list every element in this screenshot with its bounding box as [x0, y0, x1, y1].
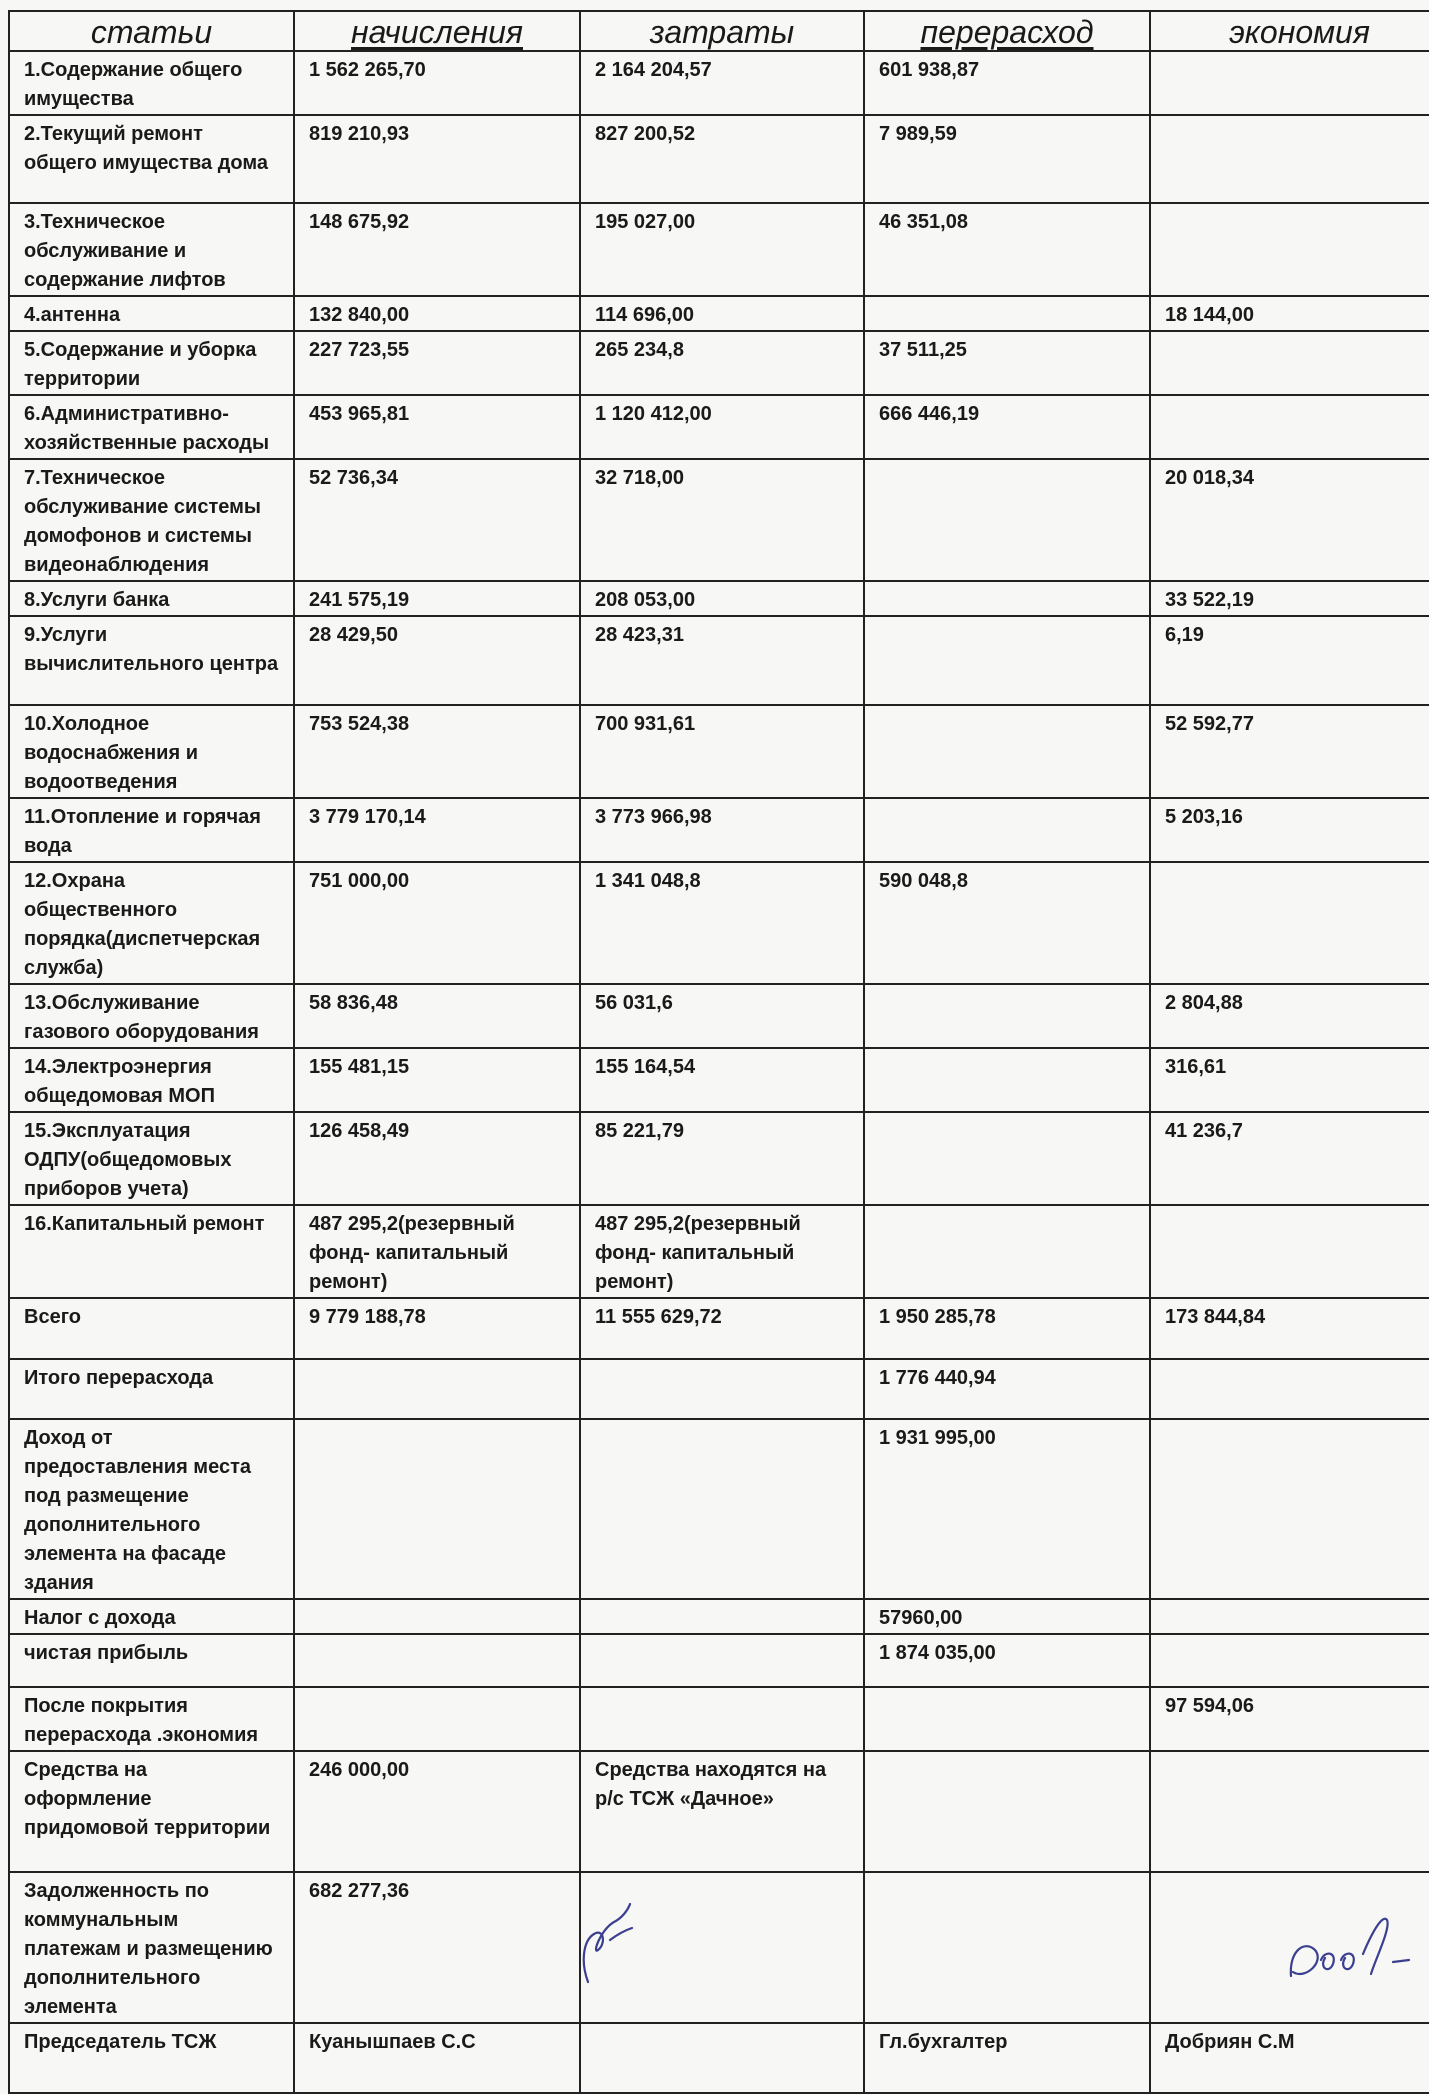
row-overspend — [864, 616, 1150, 705]
table-row — [9, 395, 1429, 459]
table-row — [9, 798, 1429, 862]
accountant-title: Гл.бухгалтер — [864, 2023, 1150, 2093]
row-costs — [580, 1419, 864, 1599]
row-accrued — [294, 1599, 580, 1634]
row-item: чистая прибыль — [9, 1634, 294, 1687]
row-accrued: 155 481,15 — [294, 1048, 580, 1112]
signature-row — [9, 2023, 1429, 2093]
row-savings: 2 804,88 — [1150, 984, 1429, 1048]
row-costs: 11 555 629,72 — [580, 1298, 864, 1359]
row-costs: 195 027,00 — [580, 203, 864, 296]
row-costs: 1 341 048,8 — [580, 862, 864, 984]
row-costs — [580, 1634, 864, 1687]
row-costs: 114 696,00 — [580, 296, 864, 331]
table-row — [9, 1419, 1429, 1599]
row-item: 12.Охрана общественного порядка(диспетчерская служба) — [9, 862, 294, 984]
row-overspend — [864, 798, 1150, 862]
table-row — [9, 51, 1429, 115]
row-costs: 155 164,54 — [580, 1048, 864, 1112]
row-item: 11.Отопление и горячая вода — [9, 798, 294, 862]
row-overspend — [864, 1687, 1150, 1751]
row-costs — [580, 1359, 864, 1419]
accountant-name: Добриян С.М — [1150, 2023, 1429, 2093]
row-costs: 56 031,6 — [580, 984, 864, 1048]
table-row — [9, 115, 1429, 203]
row-costs: 3 773 966,98 — [580, 798, 864, 862]
row-costs: 487 295,2(резервный фонд- капитальный ремонт) — [580, 1205, 864, 1298]
row-savings: 18 144,00 — [1150, 296, 1429, 331]
row-savings — [1150, 1419, 1429, 1599]
row-item: Налог с дохода — [9, 1599, 294, 1634]
row-costs: 1 120 412,00 — [580, 395, 864, 459]
row-item: Итого перерасхода — [9, 1359, 294, 1419]
row-item: После покрытия перерасхода .экономия — [9, 1687, 294, 1751]
row-savings: 97 594,06 — [1150, 1687, 1429, 1751]
table-row — [9, 296, 1429, 331]
row-item: 15.Эксплуатация ОДПУ(общедомовых приборов учета) — [9, 1112, 294, 1205]
row-overspend — [864, 1205, 1150, 1298]
budget-report-table — [8, 10, 1429, 2094]
row-savings: 316,61 — [1150, 1048, 1429, 1112]
table-row — [9, 862, 1429, 984]
row-accrued: 753 524,38 — [294, 705, 580, 798]
table-row — [9, 1048, 1429, 1112]
row-savings: 6,19 — [1150, 616, 1429, 705]
row-costs: 85 221,79 — [580, 1112, 864, 1205]
table-row — [9, 459, 1429, 581]
row-item: 16.Капитальный ремонт — [9, 1205, 294, 1298]
row-accrued: 9 779 188,78 — [294, 1298, 580, 1359]
row-accrued: 148 675,92 — [294, 203, 580, 296]
row-accrued: 58 836,48 — [294, 984, 580, 1048]
row-savings — [1150, 862, 1429, 984]
row-savings — [1150, 395, 1429, 459]
table-row — [9, 1751, 1429, 1872]
row-accrued: 132 840,00 — [294, 296, 580, 331]
row-item: 3.Техническое обслуживание и содержание лифтов — [9, 203, 294, 296]
row-accrued: 3 779 170,14 — [294, 798, 580, 862]
row-savings — [1150, 1634, 1429, 1687]
row-accrued: 751 000,00 — [294, 862, 580, 984]
row-savings: 173 844,84 — [1150, 1298, 1429, 1359]
row-savings — [1150, 1751, 1429, 1872]
row-savings — [1150, 1359, 1429, 1419]
table-row — [9, 984, 1429, 1048]
row-overspend: 601 938,87 — [864, 51, 1150, 115]
row-accrued: 28 429,50 — [294, 616, 580, 705]
row-accrued — [294, 1634, 580, 1687]
row-costs — [580, 1687, 864, 1751]
header-savings: экономия — [1150, 11, 1429, 51]
row-accrued — [294, 1359, 580, 1419]
table-row — [9, 1359, 1429, 1419]
row-item: Доход от предоставления места под размещение дополнительного элемента на фасаде здания — [9, 1419, 294, 1599]
row-item: 2.Текущий ремонт общего имущества дома — [9, 115, 294, 203]
row-overspend: 590 048,8 — [864, 862, 1150, 984]
row-overspend — [864, 984, 1150, 1048]
row-savings — [1150, 1205, 1429, 1298]
row-costs: 2 164 204,57 — [580, 51, 864, 115]
row-costs: 265 234,8 — [580, 331, 864, 395]
row-savings: 33 522,19 — [1150, 581, 1429, 616]
row-overspend: 666 446,19 — [864, 395, 1150, 459]
table-row — [9, 1599, 1429, 1634]
row-accrued: 1 562 265,70 — [294, 51, 580, 115]
row-accrued: 52 736,34 — [294, 459, 580, 581]
row-accrued: 126 458,49 — [294, 1112, 580, 1205]
row-costs: 827 200,52 — [580, 115, 864, 203]
accountant-signature — [1285, 1910, 1429, 1986]
table-row — [9, 1205, 1429, 1298]
row-overspend: 1 950 285,78 — [864, 1298, 1150, 1359]
header-costs: затраты — [580, 11, 864, 51]
row-accrued — [294, 1419, 580, 1599]
row-overspend — [864, 1751, 1150, 1872]
row-savings — [1150, 203, 1429, 296]
row-item: 6.Административно-хозяйственные расходы — [9, 395, 294, 459]
row-savings: 5 203,16 — [1150, 798, 1429, 862]
table-row — [9, 203, 1429, 296]
row-item: Всего — [9, 1298, 294, 1359]
table-row — [9, 1634, 1429, 1687]
row-overspend: 46 351,08 — [864, 203, 1150, 296]
row-overspend — [864, 1048, 1150, 1112]
header-row — [9, 11, 1429, 51]
row-overspend — [864, 1872, 1150, 2023]
table-row — [9, 1112, 1429, 1205]
row-savings — [1150, 115, 1429, 203]
table-row — [9, 1872, 1429, 2023]
row-item: Задолженность по коммунальным платежам и размещению дополнительного элемента — [9, 1872, 294, 2023]
row-accrued: 453 965,81 — [294, 395, 580, 459]
row-overspend: 37 511,25 — [864, 331, 1150, 395]
row-costs: 32 718,00 — [580, 459, 864, 581]
row-savings — [1150, 51, 1429, 115]
row-accrued: 487 295,2(резервный фонд- капитальный ремонт) — [294, 1205, 580, 1298]
table-row — [9, 705, 1429, 798]
row-item: 8.Услуги банка — [9, 581, 294, 616]
row-overspend — [864, 705, 1150, 798]
row-accrued: 246 000,00 — [294, 1751, 580, 1872]
row-overspend — [864, 581, 1150, 616]
header-overspend: перерасход — [864, 11, 1150, 51]
row-overspend — [864, 1112, 1150, 1205]
row-accrued: 819 210,93 — [294, 115, 580, 203]
row-savings — [1150, 331, 1429, 395]
row-accrued: 241 575,19 — [294, 581, 580, 616]
row-accrued — [294, 1687, 580, 1751]
table-row — [9, 581, 1429, 616]
row-item: 1.Содержание общего имущества — [9, 51, 294, 115]
row-item: 7.Техническое обслуживание системы домофонов и системы видеонаблюдения — [9, 459, 294, 581]
row-overspend: 1 874 035,00 — [864, 1634, 1150, 1687]
row-costs — [580, 1599, 864, 1634]
row-costs: 208 053,00 — [580, 581, 864, 616]
row-costs: 28 423,31 — [580, 616, 864, 705]
row-overspend — [864, 296, 1150, 331]
row-savings — [1150, 1599, 1429, 1634]
table-row-total — [9, 1298, 1429, 1359]
row-item: 5.Содержание и уборка территории — [9, 331, 294, 395]
row-savings: 20 018,34 — [1150, 459, 1429, 581]
chairman-signature-cell — [580, 2023, 864, 2093]
row-overspend: 1 776 440,94 — [864, 1359, 1150, 1419]
table-row — [9, 616, 1429, 705]
row-savings: 41 236,7 — [1150, 1112, 1429, 1205]
row-accrued: 227 723,55 — [294, 331, 580, 395]
table-row — [9, 331, 1429, 395]
row-item: 10.Холодное водоснабжения и водоотведения — [9, 705, 294, 798]
row-item: 13.Обслуживание газового оборудования — [9, 984, 294, 1048]
chairman-title: Председатель ТСЖ — [9, 2023, 294, 2093]
chairman-name: Куанышпаев С.С — [294, 2023, 580, 2093]
header-items: статьи — [9, 11, 294, 51]
row-overspend: 7 989,59 — [864, 115, 1150, 203]
row-item: 14.Электроэнергия общедомовая МОП — [9, 1048, 294, 1112]
row-costs: 700 931,61 — [580, 705, 864, 798]
header-accrued: начисления — [294, 11, 580, 51]
row-item: 9.Услуги вычислительного центра — [9, 616, 294, 705]
row-costs: Средства находятся на р/с ТСЖ «Дачное» — [580, 1751, 864, 1872]
table-row — [9, 1687, 1429, 1751]
row-overspend — [864, 459, 1150, 581]
chairman-signature — [570, 1900, 660, 1986]
row-overspend: 57960,00 — [864, 1599, 1150, 1634]
row-item: 4.антенна — [9, 296, 294, 331]
row-item: Средства на оформление придомовой территории — [9, 1751, 294, 1872]
row-accrued: 682 277,36 — [294, 1872, 580, 2023]
row-overspend: 1 931 995,00 — [864, 1419, 1150, 1599]
row-savings: 52 592,77 — [1150, 705, 1429, 798]
